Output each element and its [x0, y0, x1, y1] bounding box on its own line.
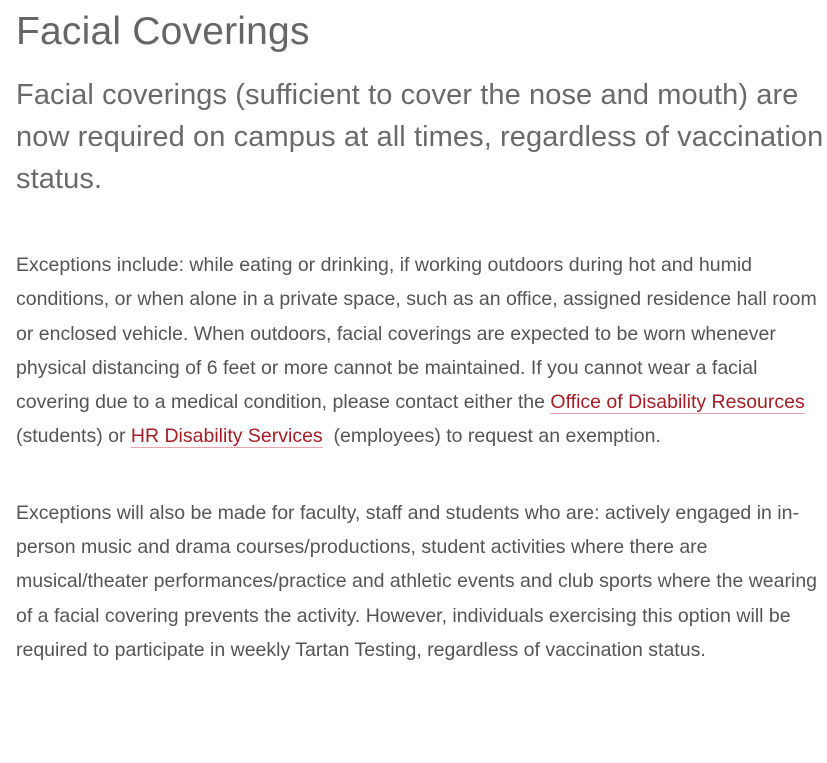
exceptions-text-after: (employees) to request an exemption.: [322, 425, 661, 448]
lead-statement: Facial coverings (sufficient to cover the nose and mouth) are now required on campus at all times, regardless of vaccination status.: [16, 79, 824, 195]
exceptions-text-middle: (students) or: [16, 425, 131, 448]
exceptions-paragraph: [16, 248, 821, 454]
hr-disability-services-link[interactable]: HR Disability Services: [130, 425, 323, 448]
exceptions-text-before: Exceptions include: while eating or drinking, if working outdoors during hot and humid conditions, or when alone in a private space, such as an office, assigned residence hall room or enclosed vehicle. When outdoors, facial coverings are expected to be worn whenever physical distancing of 6 feet or more cannot be maintained. If you cannot wear a facial covering due to a medical condition, please contact either the: [16, 254, 817, 414]
page-title: Facial Coverings: [16, 10, 310, 53]
additional-exceptions-paragraph: Exceptions will also be made for faculty, staff and students who are: actively engaged in in-person music and drama courses/productions, student activities where there are musical/theater performances/practice and athletic events and club sports where the wearing of a facial covering prevents the activity. However, individuals exercising this option will be required to participate in weekly Tartan Testing, regardless of vaccination status.: [16, 501, 818, 661]
office-of-disability-resources-link[interactable]: Office of Disability Resources: [550, 391, 805, 414]
page-content: [0, 8, 827, 667]
